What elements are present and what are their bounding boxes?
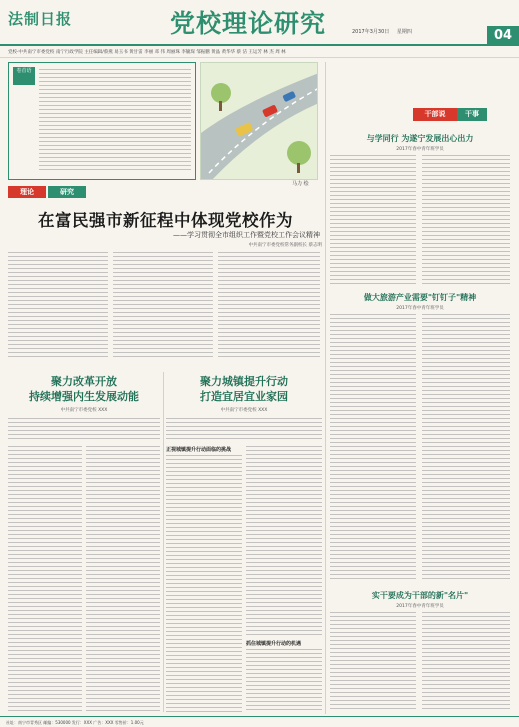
intro-box — [8, 62, 196, 180]
right-article2-col1 — [330, 314, 416, 582]
theory-tag-right: 研究 — [48, 186, 86, 198]
left-section-lead — [8, 418, 160, 440]
main-body-col1 — [8, 252, 108, 360]
main-body-col2 — [113, 252, 213, 360]
right-article1-col1 — [330, 155, 416, 285]
issue-meta — [352, 28, 418, 35]
right-section-col2b — [246, 649, 322, 712]
right-section-subhead1: 正视城镇提升行动面临的挑战 — [166, 447, 232, 453]
cadre-column-tag — [413, 108, 509, 121]
newspaper-logo: 法制日报 — [8, 10, 73, 28]
page-number: 04 — [487, 26, 519, 46]
right-article2-col2 — [422, 314, 510, 582]
editors-bar: 党校·中共南宁市委党校 南宁行政学院 主任编辑/蔡燕 易玉书 黄甘雷 李丽 邓 伟 周丽珠 李毓琛 邹振鹏 黄晶 黄华华 蔡 洁 王运芳 林 杰 周 林 — [0, 46, 519, 58]
cadre-tag-left: 干部说 — [413, 108, 457, 121]
right-section-lead — [166, 418, 322, 440]
right-article3-title: 实干要成为干部的新"名片" — [371, 591, 469, 600]
masthead — [0, 0, 519, 46]
right-section-author: 中共南宁市委党校 XXX — [220, 408, 268, 413]
section-divider — [163, 372, 164, 712]
main-author: 中共南宁市委党校常务副校长 蔡志明 — [248, 243, 322, 248]
left-section-col1 — [8, 446, 82, 712]
page-footer: 社址：南宁市青秀区 邮编：530000 发行：XXX 广告：XXX 零售价：1.00元 — [0, 716, 519, 727]
right-article3-author: 2017年春中青年班学员 — [396, 604, 444, 609]
right-section-title-line2: 打造宜居宜业家园 — [200, 390, 288, 403]
right-article2-author: 2017年春中青年班学员 — [396, 306, 444, 311]
main-body-col3 — [218, 252, 320, 360]
right-section-col1 — [166, 455, 242, 712]
right-article2-title: 做大旅游产业需要"钉钉子"精神 — [363, 293, 477, 302]
main-subheadline: ——学习贯彻全市组织工作暨党校工作会议精神 — [173, 231, 320, 239]
right-article1-author: 2017年春中青年班学员 — [396, 147, 444, 152]
left-section-title-line1: 聚力改革开放 — [51, 375, 117, 388]
issue-date: 2017年3月30日 — [352, 29, 390, 35]
road-cartoon-icon — [201, 63, 318, 180]
cartoon-credit: 马力 绘 — [292, 181, 309, 187]
column-divider — [325, 62, 326, 714]
theory-tag-left: 理论 — [8, 186, 46, 198]
cartoon-illustration — [200, 62, 318, 180]
issue-weekday: 星期四 — [396, 29, 412, 35]
right-section-title-line1: 聚力城镇提升行动 — [200, 375, 288, 388]
right-article1-title: 与学同行 为遂宁发展出心出力 — [366, 134, 474, 143]
intro-text — [39, 69, 191, 173]
right-article3-col1 — [330, 612, 416, 712]
main-headline: 在富民强市新征程中体现党校作为 — [38, 211, 293, 230]
right-article3-col2 — [422, 612, 510, 712]
left-section-author: 中共南宁市委党校 XXX — [60, 408, 108, 413]
right-article1-col2 — [422, 155, 510, 285]
theory-research-tag — [8, 186, 90, 198]
intro-tag: 卷首语 — [13, 67, 35, 85]
section-title: 党校理论研究 — [170, 9, 327, 38]
cadre-tag-right: 干事 — [457, 108, 487, 121]
left-section-title-line2: 持续增强内生发展动能 — [29, 390, 139, 403]
left-section-col2 — [86, 446, 160, 712]
right-section-subhead2: 抓住城镇提升行动的机遇 — [246, 641, 302, 647]
right-section-col2a — [246, 446, 322, 636]
